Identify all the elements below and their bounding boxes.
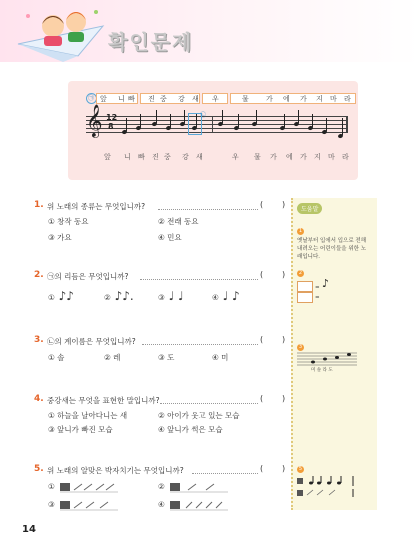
hint-equals: = [315,295,320,301]
note-stem [256,110,257,123]
mark-1: ㉠ [88,95,95,102]
option-1[interactable] [48,482,55,491]
option-2[interactable] [104,289,134,303]
option-mark: ② [158,217,165,226]
lyric-bottom: 마 [328,153,335,161]
option-rhythm: ♩ ♩ [168,289,184,303]
option-text: 창작 동요 [57,217,89,226]
option-4[interactable] [158,424,223,435]
option-mark: ① [48,482,55,491]
lyric-top: 마 [330,95,337,103]
lyric-bottom: 우 [232,153,239,161]
lyric-top: 라 [344,95,351,103]
lyric-top: 에 [283,95,290,103]
option-1[interactable] [48,410,127,421]
answer-paren-open: ( [260,394,264,403]
answer-paren-close: ) [282,394,286,403]
option-mark: ④ [212,353,219,362]
answer-paren-open: ( [260,200,264,209]
option-mark: ④ [158,233,165,242]
option-mark: ③ [158,293,165,302]
option-rhythm: ♪♪ [58,289,74,303]
lyric-top: 가 [300,95,307,103]
option-mark: ② [104,353,111,362]
note-stem [184,110,185,123]
answer-paren-close: ) [282,200,286,209]
option-4[interactable] [158,500,165,509]
staff-line [86,120,346,121]
option-text: 미 [221,353,229,362]
option-text: 민요 [167,233,182,242]
dotted-leader [192,472,258,474]
hint-equals: = [315,285,320,291]
hint-number: 5 [298,466,303,472]
option-4[interactable] [212,352,228,363]
bar-line [212,116,213,133]
staff-line [86,124,346,125]
lyric-bottom: 진 [152,153,159,161]
rhythm-pattern-1 [60,480,120,494]
lyric-bottom: 빠 [138,153,145,161]
lyric-bottom: 지 [314,153,321,161]
option-rhythm: ♪♪. [114,289,134,303]
note-stem [222,110,223,123]
hint-number: 3 [298,344,303,350]
option-text: 도 [167,353,175,362]
note-stem [298,110,299,123]
lyric-bottom: 라 [342,153,349,161]
lyric-top: 빠 [128,95,135,103]
option-text: 하늘을 날아다니는 새 [57,411,128,420]
question-number: 5. [34,464,44,474]
option-mark: ② [158,482,165,491]
question-number: 1. [34,200,44,210]
lyric-bottom: 가 [270,153,277,161]
option-3[interactable] [158,352,174,363]
option-4[interactable] [158,232,182,243]
hint-number: 2 [298,270,303,276]
option-text: 아이가 웃고 있는 모습 [167,411,240,420]
lyric-bottom: 강 [182,153,189,161]
option-2[interactable] [158,482,165,491]
option-4[interactable] [212,289,240,303]
question-number: 2. [34,270,44,280]
lyric-bottom: 가 [300,153,307,161]
question-text: 중강새는 무엇을 표현한 말입니까? [47,396,160,405]
question-text: ㉠의 리듬은 무엇입니까? [47,272,129,281]
option-1[interactable] [48,216,89,227]
hint-box [297,281,313,292]
lyric-top: 물 [242,95,249,103]
hint-number: 1 [298,228,303,234]
option-mark: ③ [48,233,55,242]
option-3[interactable] [158,289,184,303]
page-number: 14 [22,524,36,535]
option-mark: ③ [48,500,55,509]
lyric-bottom: 에 [286,153,293,161]
option-text: 앞니가 빠진 모습 [57,425,113,434]
note-stem [342,118,343,135]
option-mark: ② [158,411,165,420]
answer-paren-open: ( [260,464,264,473]
note-stem [196,114,197,127]
lyric-bottom: 앞 [104,153,111,161]
hint-box [297,292,313,303]
option-rhythm: ♩ ♪ [222,289,240,303]
lyric-top: 지 [316,95,323,103]
dotted-leader [160,402,258,404]
note-stem [312,114,313,127]
lyric-bottom: 물 [254,153,261,161]
option-3[interactable] [48,500,55,509]
hint-staff-icon [297,350,359,366]
lyric-top: 중 [160,95,167,103]
lyric-top: 우 [212,95,219,103]
lyric-top: 가 [266,95,273,103]
option-text: 레 [113,353,121,362]
time-signature-bottom: 8 [108,122,114,131]
question-number: 3. [34,335,44,345]
note-stem [170,114,171,127]
dotted-leader [158,208,258,210]
lyric-top: 앞 [100,95,107,103]
time-signature-top: 12 [106,113,118,122]
page-title: 확인문제 [108,30,194,54]
note-stem [126,118,127,131]
lyric-bottom: 새 [196,153,203,161]
hint-solfege: 미 솔 라 도 [311,368,333,373]
rhythm-pattern-4 [170,498,230,512]
option-mark: ① [48,411,55,420]
eighth-note-icon: ♪ [322,277,330,290]
option-2[interactable] [104,352,120,363]
answer-paren-close: ) [282,464,286,473]
option-text: 앞니가 썩은 모습 [167,425,223,434]
dotted-leader [142,343,258,345]
hint-label: 도움말 [297,203,322,214]
note-stem [140,114,141,127]
option-text: 전래 동요 [167,217,199,226]
hint-rhythm-icon [297,474,363,498]
lyric-top: 강 [178,95,185,103]
option-2[interactable] [158,410,239,421]
option-text: 솔 [57,353,65,362]
option-mark: ① [48,217,55,226]
option-mark: ① [48,353,55,362]
question-number: 4. [34,394,44,404]
option-mark: ③ [158,353,165,362]
question-text: 위 노래의 종류는 무엇입니까? [47,202,146,211]
option-3[interactable] [48,424,113,435]
lyric-bottom: 중 [164,153,171,161]
rhythm-pattern-3 [60,498,120,512]
lyric-top: 새 [192,95,199,103]
option-text: 가요 [57,233,72,242]
option-3[interactable] [48,232,72,243]
lyric-top: 니 [118,95,125,103]
lyric-top: 진 [148,95,155,103]
note-stem [326,118,327,131]
option-mark: ④ [212,293,219,302]
answer-paren-close: ) [282,270,286,279]
option-mark: ③ [48,425,55,434]
mark-2: ㉡ [200,112,207,119]
option-mark: ④ [158,425,165,434]
question-text: 위 노래의 알맞은 박자치기는 무엇입니까? [47,466,184,475]
end-bar-line [346,116,348,133]
hint-text: 옛날부터 입에서 입으로 전해 내려오는 어린이들을 위한 노래입니다. [297,238,367,260]
option-mark: ① [48,293,55,302]
dotted-leader [140,278,258,280]
answer-paren-open: ( [260,270,264,279]
note-stem [238,114,239,127]
option-mark: ④ [158,500,165,509]
note-stem [156,110,157,123]
answer-paren-close: ) [282,335,286,344]
staff-line [86,116,346,117]
option-2[interactable] [158,216,199,227]
note-stem [284,114,285,127]
option-mark: ② [104,293,111,302]
option-1[interactable] [48,289,74,303]
option-1[interactable] [48,352,64,363]
treble-clef-icon: 𝄞 [86,104,103,137]
rhythm-pattern-2 [170,480,230,494]
answer-paren-open: ( [260,335,264,344]
question-text: ㉡의 계이름은 무엇입니까? [47,337,136,346]
lyric-bottom: 니 [124,153,131,161]
kids-paper-plane-illustration [8,4,108,66]
